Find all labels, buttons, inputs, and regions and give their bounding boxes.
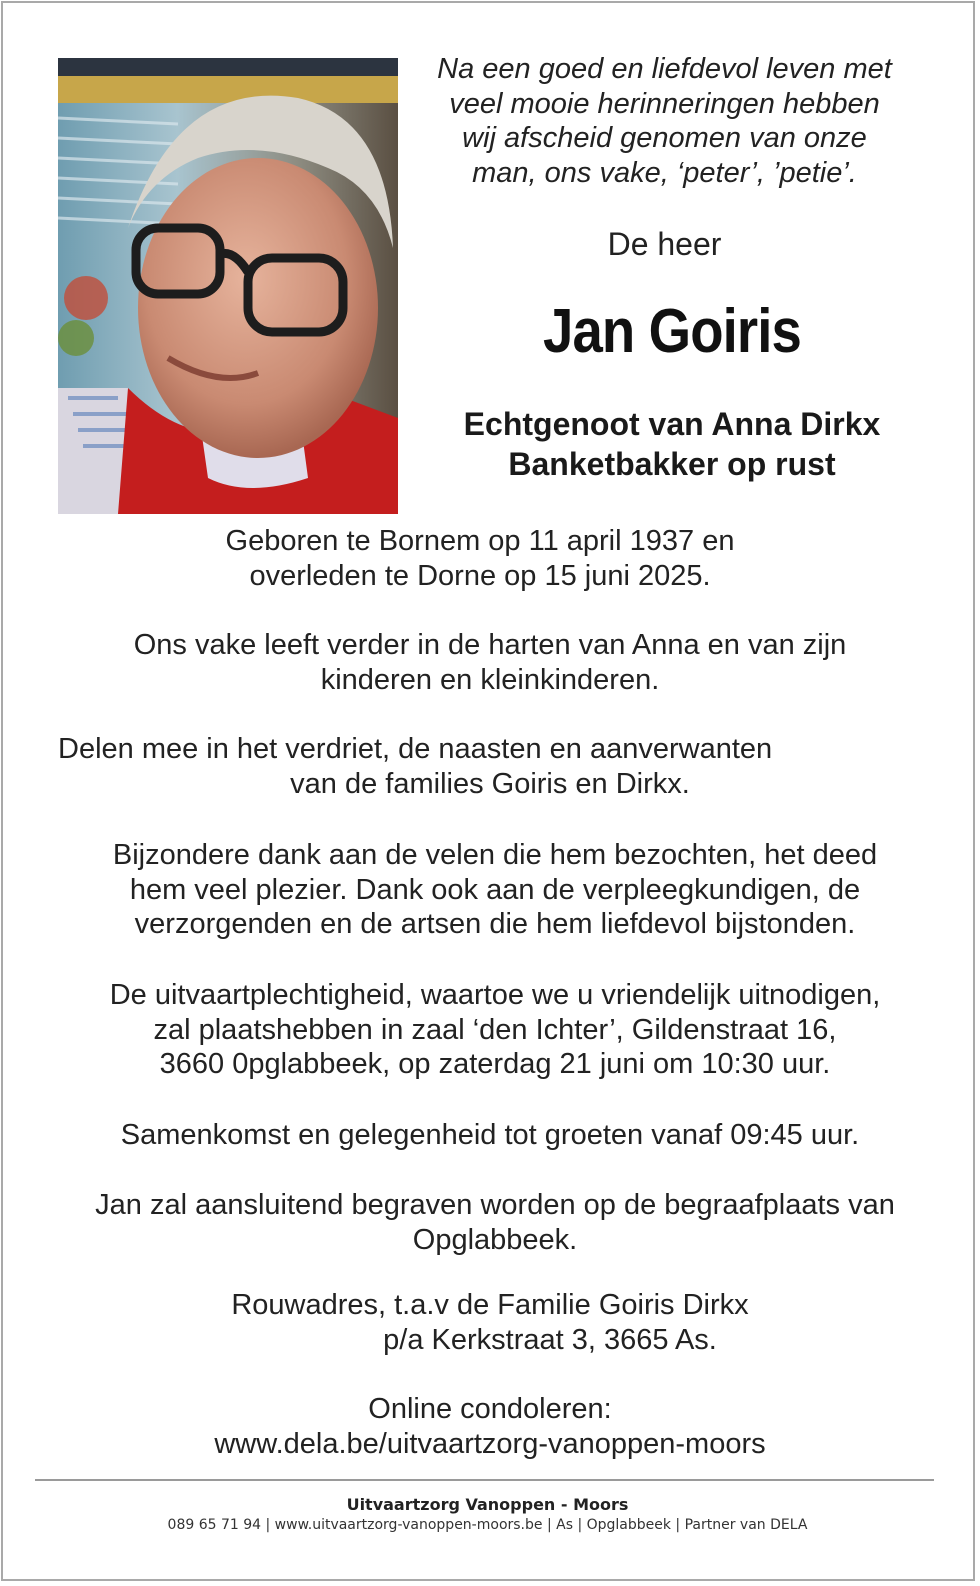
deceased-name: Jan Goiris xyxy=(542,297,802,366)
text-line: Delen mee in het verdriet, de naasten en aanverwanten xyxy=(58,733,773,765)
text-line: van de families Goiris en Dirkx. xyxy=(290,767,690,800)
text-line: Opglabbeek. xyxy=(412,1223,578,1256)
intro-line: Na een goed en liefdevol leven met xyxy=(437,53,892,85)
funeral-home-name: Uitvaartzorg Vanoppen - Moors xyxy=(346,1495,629,1514)
family-paragraph xyxy=(40,732,940,801)
mourning-address xyxy=(40,1288,940,1357)
portrait-photo xyxy=(58,58,398,514)
text-line: De uitvaartplechtigheid, waartoe we u vriendelijk uitnodigen, xyxy=(109,979,881,1011)
birth-death-paragraph xyxy=(30,524,930,593)
text-line: overleden te Dorne op 15 juni 2025. xyxy=(249,559,711,592)
text-line: Samenkomst en gelegenheid tot groeten vanaf 09:45 uur. xyxy=(120,1119,860,1151)
intro-line: veel mooie herinneringen hebben xyxy=(449,87,880,120)
funeral-home-contact: 089 65 71 94 | www.uitvaartzorg-vanoppen-moors.be | As | Opglabbeek | Partner van DELA xyxy=(167,1517,808,1533)
occupation-line: Banketbakker op rust xyxy=(508,446,836,482)
gathering-paragraph xyxy=(40,1118,940,1153)
online-condolence xyxy=(40,1392,940,1461)
text-line: zal plaatshebben in zaal ‘den Ichter’, Gildenstraat 16, xyxy=(153,1013,837,1046)
text-line: Rouwadres, t.a.v de Familie Goiris Dirkx xyxy=(231,1289,749,1321)
text-line: Online condoleren: xyxy=(368,1393,612,1425)
text-line: p/a Kerkstraat 3, 3665 As. xyxy=(383,1323,717,1356)
thanks-paragraph xyxy=(45,838,945,942)
condolence-link[interactable]: www.dela.be/uitvaartzorg-vanoppen-moors xyxy=(214,1427,766,1460)
burial-paragraph xyxy=(45,1188,945,1257)
spouse-line: Echtgenoot van Anna Dirkx xyxy=(463,406,881,442)
intro-line: wij afscheid genomen van onze xyxy=(462,122,867,154)
text-line: kinderen en kleinkinderen. xyxy=(320,663,660,696)
text-line: hem veel plezier. Dank ook aan de verpleegkundigen, de xyxy=(129,873,861,906)
text-line: verzorgenden en de artsen die hem liefdevol bijstonden. xyxy=(134,908,856,940)
text-line: Bijzondere dank aan de velen die hem bezochten, het deed xyxy=(112,839,878,871)
salutation: De heer xyxy=(607,226,722,262)
funeral-paragraph xyxy=(45,978,945,1082)
footer-divider xyxy=(35,1479,934,1481)
text-line: 3660 0pglabbeek, op zaterdag 21 juni om 10:30 uur. xyxy=(159,1048,831,1080)
intro-text xyxy=(412,52,917,190)
text-line: Jan zal aansluitend begraven worden op de begraafplaats van xyxy=(95,1189,895,1221)
text-line: Geboren te Bornem op 11 april 1937 en xyxy=(225,525,735,557)
text-line: Ons vake leeft verder in de harten van Anna en van zijn xyxy=(133,629,847,661)
intro-line: man, ons vake, ‘peter’, ’petie’. xyxy=(472,156,857,189)
lives-on-paragraph xyxy=(40,628,940,697)
